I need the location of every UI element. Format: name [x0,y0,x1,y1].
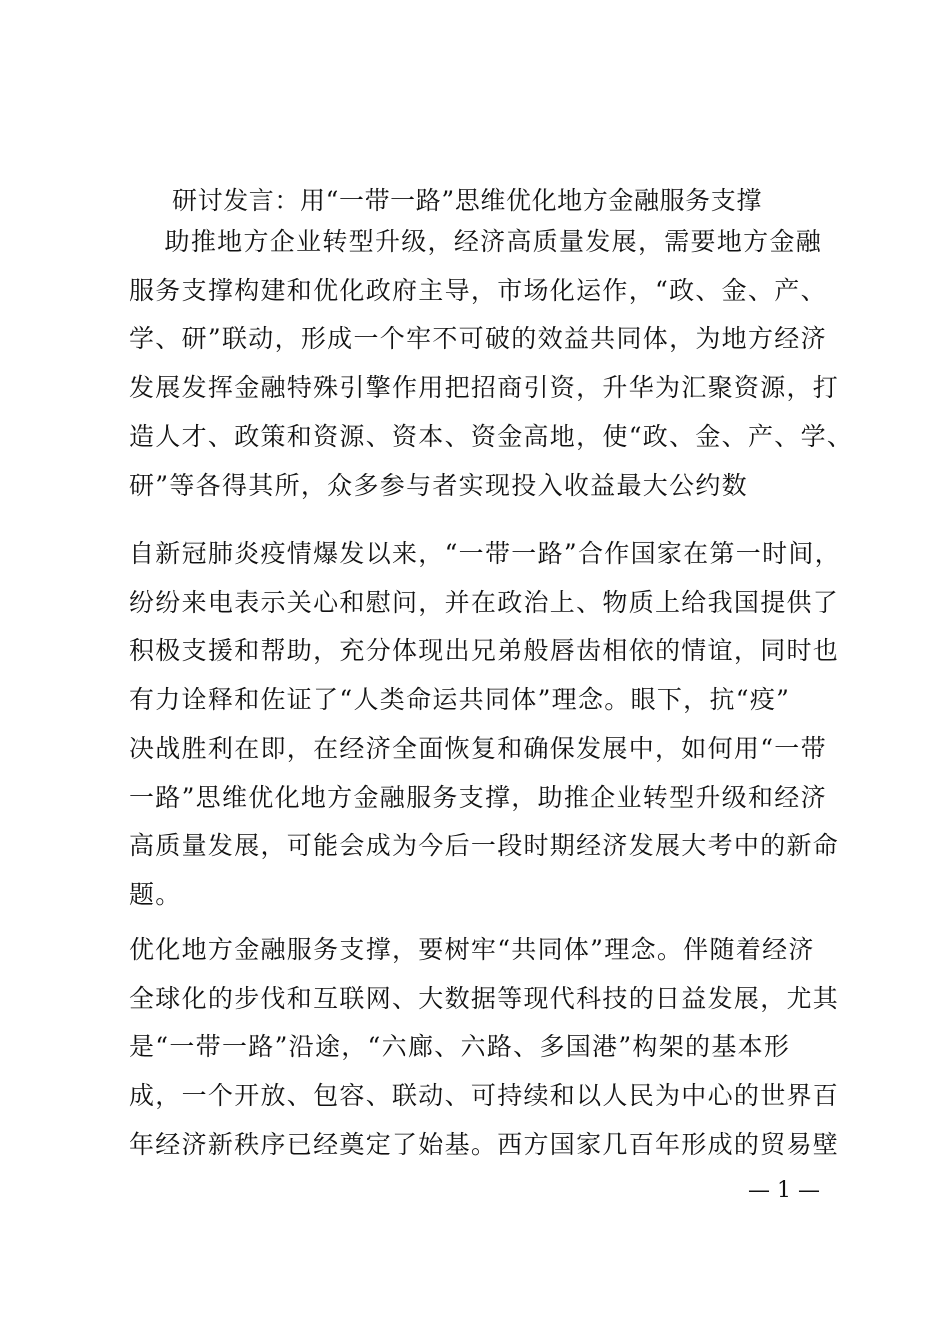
paragraph-line: 决战胜利在即，在经济全面恢复和确保发展中，如何用“一带 [129,733,827,763]
paragraph-1 [129,218,854,510]
paragraph-line: 题。 [129,879,182,909]
document-title: 研讨发言：用“一带一路”思维优化地方金融服务支撑 [172,186,762,215]
paragraph-line: 服务支撑构建和优化政府主导，市场化运作，“政、金、产、 [129,275,827,305]
page-number: — 1 — [748,1178,820,1203]
paragraph-line: 发展发挥金融特殊引擎作用把招商引资，升华为汇聚资源，打 [129,373,840,403]
paragraph-line: 有力诠释和佐证了“人类命运共同体”理念。眼下，抗“疫” [129,685,791,715]
paragraph-line: 学、研”联动，形成一个牢不可破的效益共同体，为地方经济 [129,324,827,354]
paragraph-line: 高质量发展，可能会成为今后一段时期经济发展大考中的新命 [129,831,840,861]
paragraph-line: 全球化的步伐和互联网、大数据等现代科技的日益发展，尤其 [129,983,840,1013]
paragraph-line: 一路”思维优化地方金融服务支撑，助推企业转型升级和经济 [129,782,827,812]
paragraph-line: 积极支援和帮助，充分体现出兄弟般唇齿相依的情谊，同时也 [129,636,840,666]
paragraph-line: 研”等各得其所，众多参与者实现投入收益最大公约数 [129,470,748,500]
paragraph-line: 造人才、政策和资源、资本、资金高地，使“政、金、产、学、 [129,421,854,451]
paragraph-line: 助推地方企业转型升级，经济高质量发展，需要地方金融 [129,227,823,256]
paragraph-line: 自新冠肺炎疫情爆发以来，“一带一路”合作国家在第一时间， [129,539,841,568]
paragraph-line: 是“一带一路”沿途，“六廊、六路、多国港”构架的基本形 [129,1032,791,1062]
paragraph-line: 优化地方金融服务支撑，要树牢“共同体”理念。伴随着经济 [129,935,815,964]
paragraph-line: 纷纷来电表示关心和慰问，并在政治上、物质上给我国提供了 [129,587,840,617]
paragraph-line: 成，一个开放、包容、联动、可持续和以人民为中心的世界百 [129,1081,840,1111]
paragraph-2 [129,530,849,920]
paragraph-line: 年经济新秩序已经奠定了始基。西方国家几百年形成的贸易壁 [129,1129,840,1159]
paragraph-3 [129,926,849,1170]
